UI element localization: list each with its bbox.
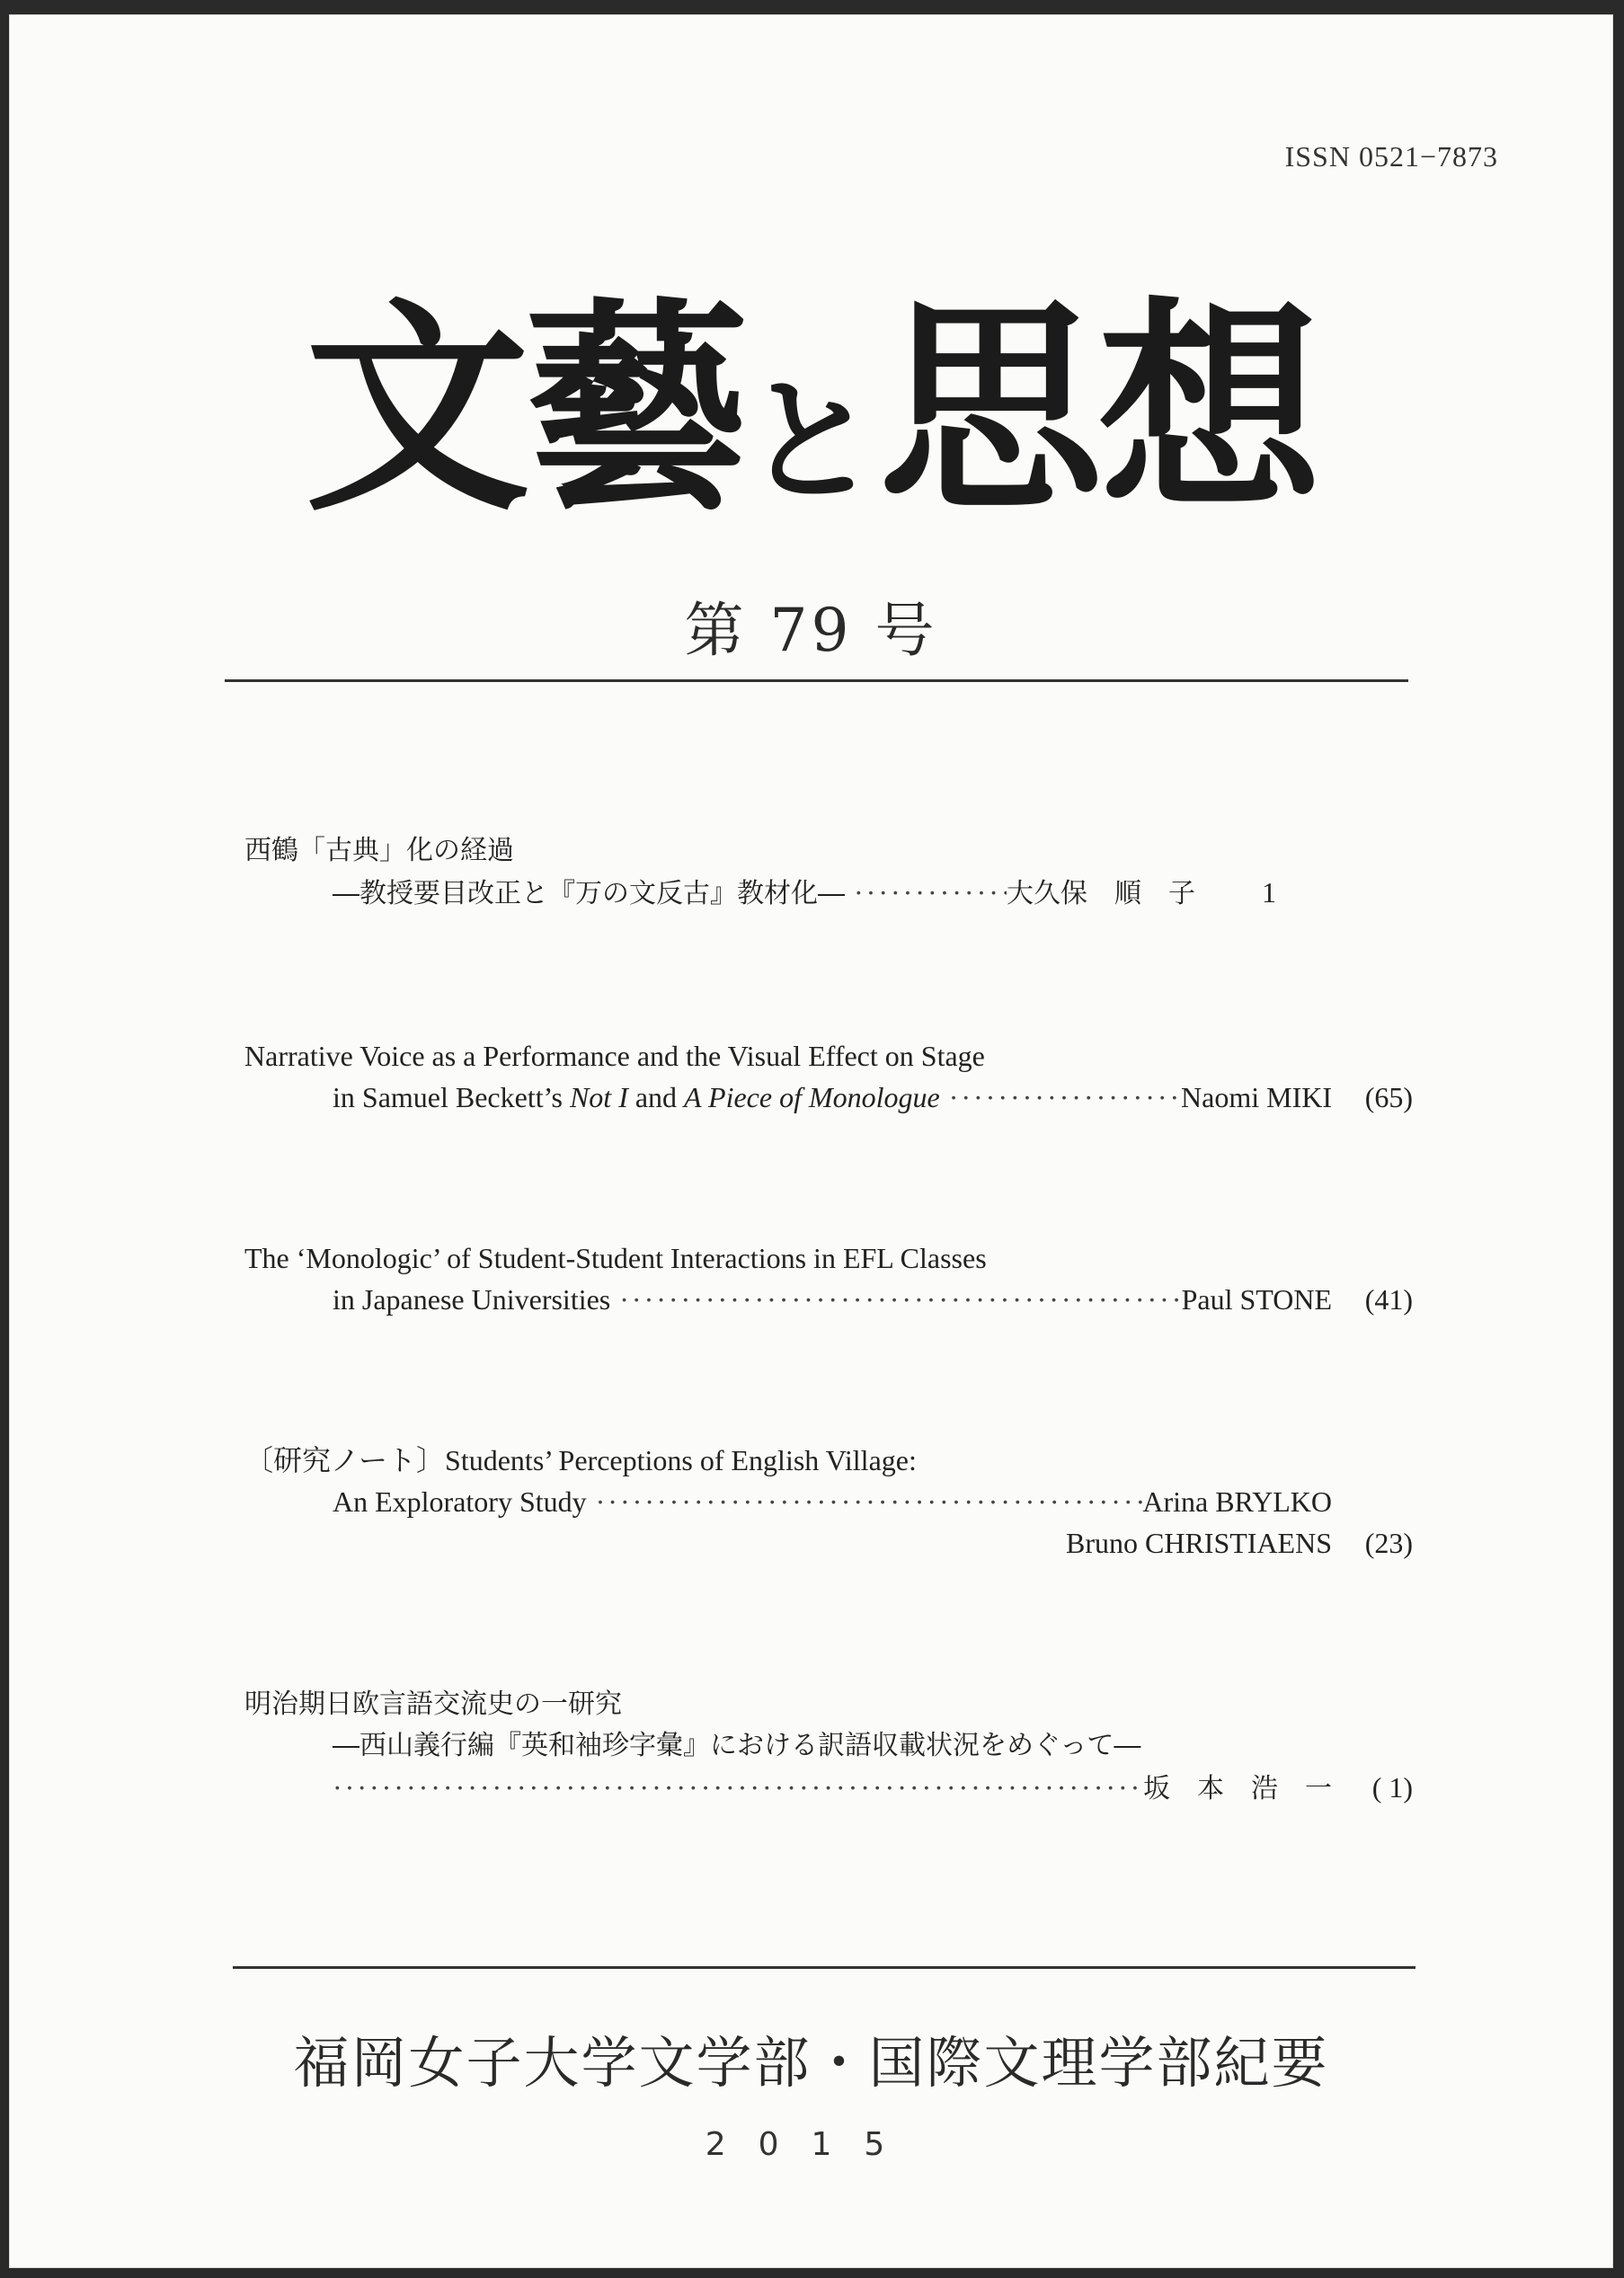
toc-entry [244, 1440, 1413, 1564]
toc-entry-page: (23) [1364, 1527, 1413, 1559]
toc-entry-page: (41) [1364, 1283, 1413, 1316]
title-char-1: 文 [305, 279, 525, 541]
toc-entry [244, 830, 1413, 913]
toc-entry-author-2: Bruno CHRISTIAENS [1065, 1527, 1332, 1559]
toc-entry-title: 明治期日欧言語交流史の一研究 [244, 1689, 622, 1720]
toc-entry-title: 〔研究ノート〕Students’ Perceptions of English Village: [244, 1444, 917, 1476]
title-char-3: と [743, 364, 879, 520]
toc-entry-subtitle: ―教授要目改正と『万の文反古』教材化― [333, 878, 845, 909]
top-divider [225, 679, 1408, 682]
play-title-italic: Not I [569, 1081, 628, 1113]
toc-entry-author: Paul STONE [1181, 1283, 1332, 1316]
subtitle-text: and [627, 1081, 685, 1113]
play-title-italic: A Piece of Monologue [684, 1081, 940, 1113]
issue-number: 第 79 号 [684, 596, 938, 665]
subtitle-text: in Samuel Beckett’s [333, 1081, 570, 1113]
leader-dots [333, 1767, 1143, 1808]
bottom-divider [233, 1966, 1415, 1969]
publication-year: 2015 [705, 2126, 918, 2163]
toc-entry-author: 坂 本 浩 一 [1143, 1773, 1332, 1804]
toc-entry-subtitle: ―西山義行編『英和袖珍字彙』における訳語収載状況をめぐって― [333, 1730, 1141, 1761]
toc-entry-subtitle: in Japanese Universities [333, 1283, 611, 1316]
leader-dots [587, 1481, 1143, 1522]
toc-entry-author: Arina BRYLKO [1142, 1485, 1332, 1518]
journal-title [9, 280, 1613, 572]
journal-cover [9, 14, 1613, 2268]
toc-entry-title: The ‘Monologic’ of Student-Student Interactions in EFL Classes [244, 1242, 987, 1274]
toc-entry [244, 1035, 1413, 1118]
leader-dots [845, 872, 1007, 913]
leader-dots [610, 1279, 1181, 1320]
toc-entry-page: ( 1) [1371, 1771, 1413, 1804]
toc-entry-page: (65) [1364, 1081, 1413, 1113]
title-char-2: 藝 [524, 279, 744, 541]
toc-entry-title: 西鶴「古典」化の経過 [244, 835, 514, 866]
toc-entry-page: 1 [1262, 876, 1276, 909]
toc-entry-author: 大久保 順 子 [1007, 878, 1195, 909]
publisher-name: 福岡女子大学文学部・国際文理学部紀要 [293, 2030, 1329, 2096]
title-char-5: 想 [1097, 279, 1318, 541]
toc-entry [244, 1684, 1413, 1808]
issn-number: ISSN 0521−7873 [1284, 140, 1498, 173]
toc-entry-subtitle [333, 1077, 940, 1118]
toc-entry-title: Narrative Voice as a Performance and the Visual Effect on Stage [244, 1040, 985, 1072]
toc-entry [244, 1237, 1413, 1320]
toc-entry-author: Naomi MIKI [1181, 1081, 1332, 1113]
title-char-4: 思 [878, 279, 1098, 541]
leader-dots [940, 1077, 1181, 1118]
toc-entry-subtitle: An Exploratory Study [333, 1485, 587, 1518]
